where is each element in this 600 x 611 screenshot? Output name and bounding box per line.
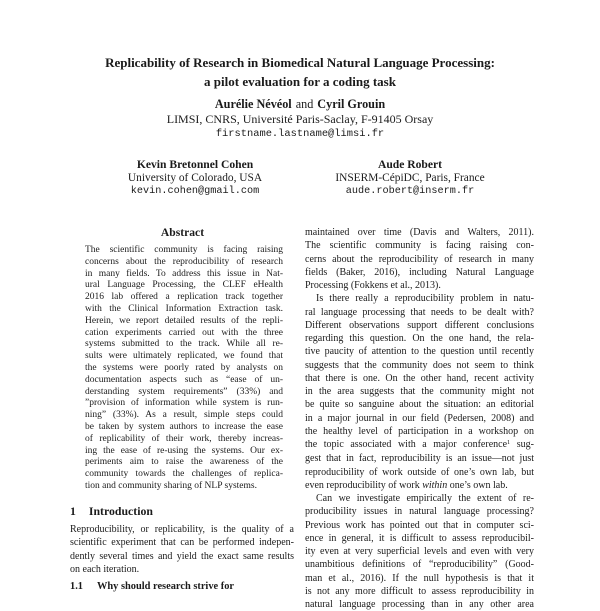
text-line: on each iteration. xyxy=(70,563,140,575)
email-limsi: firstname.lastname@limsi.fr xyxy=(215,128,385,140)
text-line: The scientific community is facing raising xyxy=(85,245,283,255)
text-line: Is there really a reproducibility problem in natu- xyxy=(316,293,534,305)
text-line: producibility issues in natural language processing? xyxy=(305,506,534,518)
text-line: tion and community sharing of NLP systems. xyxy=(85,480,257,491)
author-name-robert: Aude Robert xyxy=(377,158,443,171)
text-line: suggests that the community does not seem to think xyxy=(305,359,534,371)
subsection-heading-1-1 xyxy=(70,581,295,592)
title-line-1: Replicability of Research in Biomedical Natural Language Processing: xyxy=(105,55,495,70)
text-line: unambitious definitions of “reproducibility” (Good- xyxy=(305,559,534,571)
text-line: ”provision of information while system is run- xyxy=(85,398,283,409)
text-line: the healthy level of participation in a workshop on xyxy=(305,425,534,437)
text-line: gest that in fact, reproducibility is an issue—not just xyxy=(305,453,534,465)
text-line: man et al., 2016). If the null hypothesis is that it xyxy=(305,572,534,584)
subsection-title: Why should research strive for xyxy=(97,581,234,592)
text-line: Reproducibility, or replicability, is the quality of a xyxy=(70,524,294,535)
text-line: tive paucity of attention to the question until recently xyxy=(305,346,534,358)
text-line: with the Clinical Information Extraction task. xyxy=(85,303,283,314)
text-line: ing the ease of re-using the systems. Our ex- xyxy=(85,445,283,456)
text-line: Previous work has pointed out that in computer sci- xyxy=(305,519,534,531)
affiliation-limsi: LIMSI, CNRS, Université Paris-Saclay, F-91405 Orsay xyxy=(166,112,434,126)
text-line: documentation aspects such as “ease of un- xyxy=(85,374,283,385)
text-line: systems submitted to the track. While all re- xyxy=(85,339,283,350)
text-line: cation experiments carried out with the three xyxy=(85,327,283,338)
section-title: Introduction xyxy=(88,504,153,518)
text-line: community towards the challenges of replica- xyxy=(85,469,283,480)
text-line: is not any more difficult to assess reproducibility in xyxy=(305,585,534,597)
and-conjunction: and xyxy=(295,97,314,111)
text-line: reproducibility of work outside of one’s own lab, but xyxy=(305,466,534,478)
author-block-cohen xyxy=(85,158,305,199)
affiliation-colorado: University of Colorado, USA xyxy=(127,171,263,184)
paper-title xyxy=(0,54,600,91)
text-line: in the area suggests that the community might not xyxy=(305,386,534,397)
section-number: 1 xyxy=(70,504,76,518)
email-robert: aude.robert@inserm.fr xyxy=(345,186,475,197)
text-line: in many fields. To address this issue in Nat- xyxy=(85,268,283,279)
title-line-2: a pilot evaluation for a coding task xyxy=(204,73,396,89)
text-line: concerns about the reproducibility of research xyxy=(85,256,283,267)
text-line: ity even at very superficial levels and even with very xyxy=(305,546,534,557)
text-line: Different observations support different conclusions xyxy=(305,319,534,331)
text-line: ence in general, it is difficult to assess reproducibil- xyxy=(305,532,534,544)
affiliation-inserm: INSERM-CépiDC, Paris, France xyxy=(335,171,485,184)
section-heading-introduction xyxy=(70,504,295,519)
abstract-heading: Abstract xyxy=(160,226,205,239)
text-line: scientific experiment that can be performed indepen- xyxy=(70,537,294,549)
text-line: Can we investigate empirically the extent of re- xyxy=(316,493,534,504)
text-line: derstanding system requirements” (33%) and xyxy=(85,386,283,397)
text-line: regarding this question. On the one hand, the rela- xyxy=(305,333,534,344)
text-line: in a major journal in our field (Pedersen, 2008) and xyxy=(305,412,534,424)
subsection-number: 1.1 xyxy=(70,581,83,592)
text-line: the topic associated with a major conference$^1$ sug- xyxy=(305,439,534,450)
text-line: of replicability of their work, thereby increas- xyxy=(85,433,283,444)
text-line: the systems were poorly rated by analysts on xyxy=(85,362,283,373)
text-line: be quite so sanguine about the situation: an editorial xyxy=(305,399,534,411)
author-names-line xyxy=(0,97,600,112)
text-line: cerns about the reproducibility of research in many xyxy=(305,253,534,265)
text-line: sults were ultimately replicated, we found that xyxy=(85,351,283,362)
right-column-body xyxy=(305,226,534,611)
abstract-body xyxy=(85,245,283,493)
text-line: ural Language Processing, the CLEF eHealth xyxy=(85,280,283,291)
author-name-neveol: Aurélie Névéol xyxy=(214,97,292,111)
text-line: ning” (33%). As a result, simple steps could xyxy=(85,410,283,421)
text-line: ral language processing that needs to be dealt with? xyxy=(305,306,534,318)
text-line: that there is one. On the other hand, recent activity xyxy=(305,372,534,384)
text-line: even reproducibility of work within one’s own lab. xyxy=(305,479,508,491)
author-block-robert xyxy=(300,158,520,199)
text-line: be taken by system authors to increase the ease xyxy=(85,421,283,432)
author-name-grouin: Cyril Grouin xyxy=(317,97,386,111)
text-line: fields (Baker, 2016), including Natural Language xyxy=(305,266,534,278)
text-line: 2016 lab offered a replication track together xyxy=(85,292,283,303)
text-line: periments aim to raise the awareness of the xyxy=(85,457,283,468)
introduction-body xyxy=(70,523,294,576)
text-line: dently several times and yield the exact same results xyxy=(70,550,294,562)
email-cohen: kevin.cohen@gmail.com xyxy=(130,186,260,197)
text-line: natural language processing than in any other area xyxy=(305,599,534,610)
text-line: Processing (Fokkens et al., 2013). xyxy=(305,280,441,291)
text-line: Herein, we report detailed results of the repli- xyxy=(85,315,283,326)
author-name-cohen: Kevin Bretonnel Cohen xyxy=(136,158,254,171)
text-line: maintained over time (Davis and Walters, 2011). xyxy=(305,227,534,238)
text-line: The scientific community is facing raising con- xyxy=(305,240,534,252)
